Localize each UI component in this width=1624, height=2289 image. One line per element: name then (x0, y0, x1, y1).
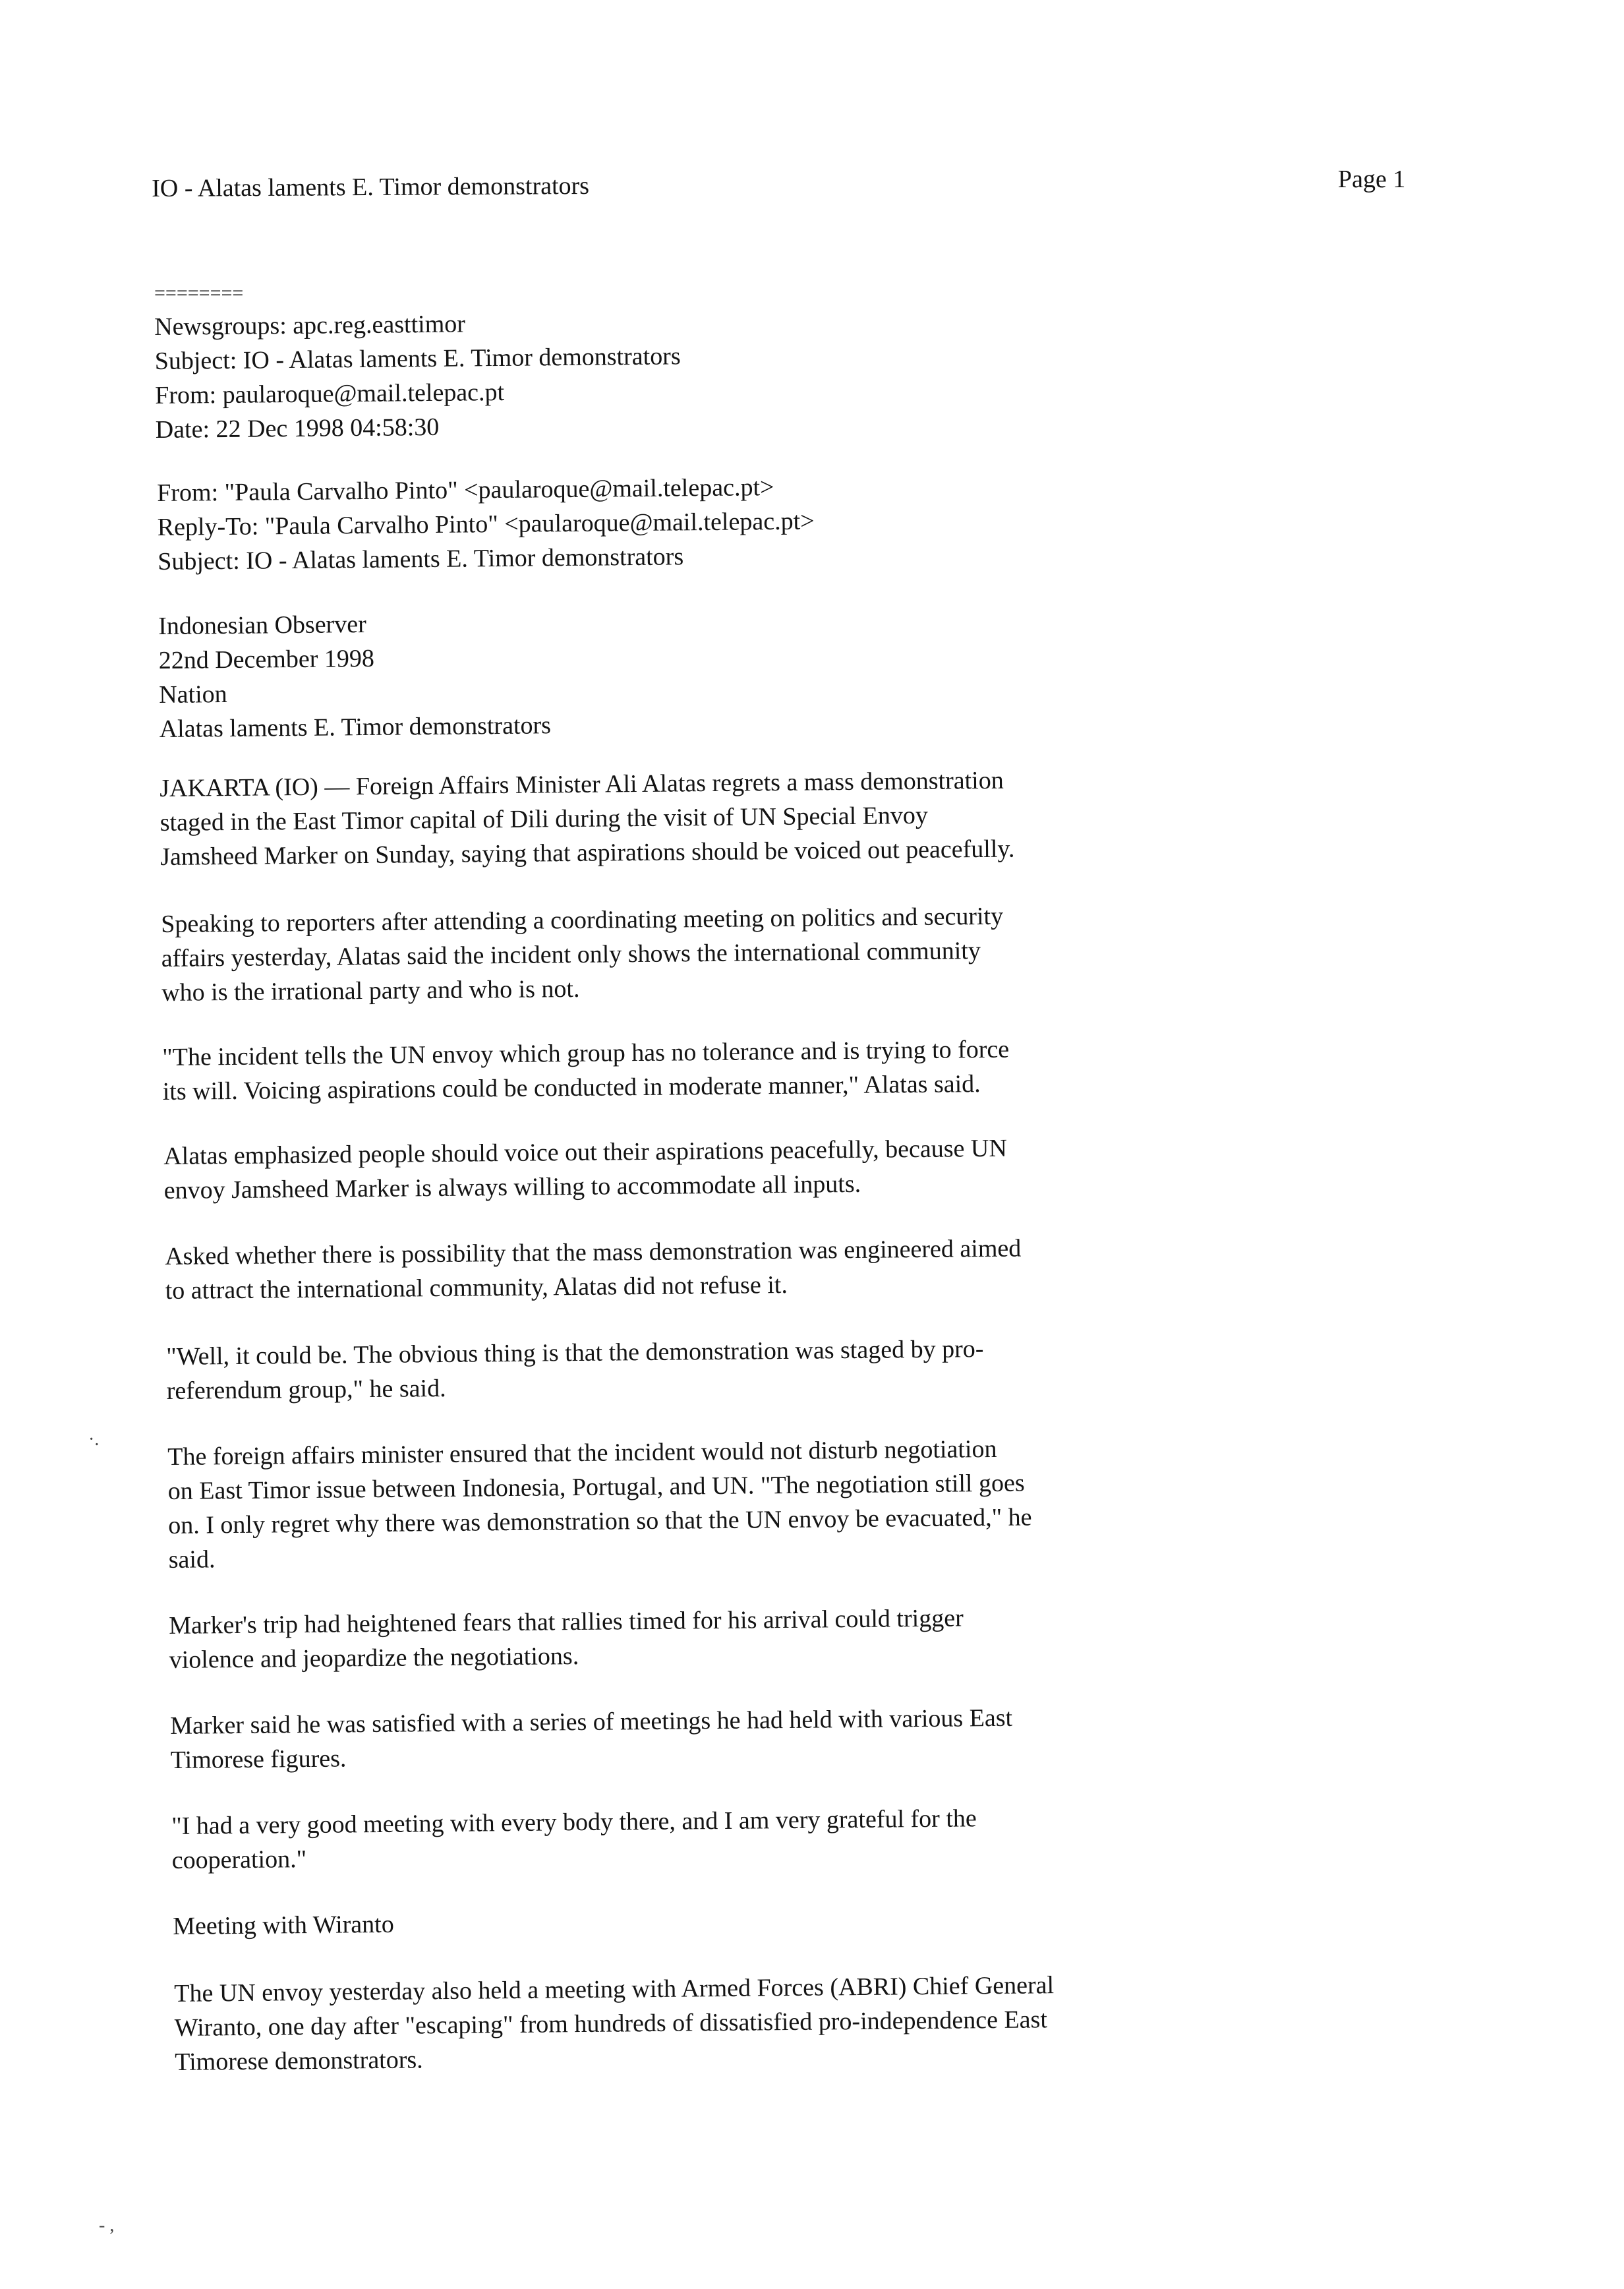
article-paragraph-4 (163, 1131, 1008, 1208)
paragraph-line: to attract the international community, Alatas did not refuse it. (165, 1270, 788, 1305)
paragraph-line: Jamsheed Marker on Sunday, saying that aspirations should be voiced out peacefully. (160, 835, 1015, 871)
article-headline: Alatas laments E. Timor demonstrators (159, 711, 552, 743)
mail-header-line: From: "Paula Carvalho Pinto" <paularoque@mail.telepac.pt> (157, 473, 774, 507)
mail-header-line: Subject: IO - Alatas laments E. Timor demonstrators (158, 543, 684, 576)
publication-info (158, 605, 551, 746)
paragraph-line: The UN envoy yesterday also held a meeting with Armed Forces (ABRI) Chief General (174, 1971, 1055, 2007)
paragraph-line: cooperation." (171, 1845, 307, 1874)
paragraph-line: on East Timor issue between Indonesia, Portugal, and UN. "The negotiation still goes (167, 1469, 1025, 1505)
article-paragraph-2 (161, 899, 1004, 1010)
paragraph-line: on. I only regret why there was demonstration so that the UN envoy be evacuated," he (168, 1503, 1032, 1539)
newsgroup-headers (154, 305, 682, 447)
paragraph-line: Speaking to reporters after attending a coordinating meeting on politics and security (161, 902, 1004, 938)
article-paragraph-1 (160, 763, 1015, 874)
header-title: IO - Alatas laments E. Timor demonstrators (152, 171, 590, 202)
article-paragraph-3 (162, 1032, 1010, 1109)
article-paragraph-6 (166, 1332, 984, 1408)
paragraph-line: Wiranto, one day after "escaping" from hundreds of dissatisfied pro-independence East (174, 2006, 1048, 2042)
publication-date: 22nd December 1998 (158, 644, 375, 674)
paragraph-line: referendum group," he said. (166, 1374, 446, 1405)
separator-line: ======== (154, 282, 244, 304)
paragraph-line: JAKARTA (IO) — Foreign Affairs Minister Ali Alatas regrets a mass demonstration (160, 766, 1004, 802)
stray-mark-bottom-left: - , (99, 2215, 115, 2236)
paragraph-line: The foreign affairs minister ensured that the incident would not disturb negotiation (167, 1435, 997, 1471)
publication-section: Nation (159, 680, 227, 709)
paragraph-line: Alatas emphasized people should voice out their aspirations peacefully, because UN (163, 1134, 1008, 1170)
article-paragraph-9 (170, 1701, 1013, 1777)
page-number: Page 1 (1338, 165, 1406, 193)
newsgroup-header-line: Date: 22 Dec 1998 04:58:30 (155, 413, 440, 444)
newsgroup-header-line: Newsgroups: apc.reg.easttimor (154, 310, 466, 341)
paragraph-line: violence and jeopardize the negotiations. (169, 1642, 579, 1674)
paragraph-line: who is the irrational party and who is not. (161, 974, 580, 1007)
paragraph-line: Timorese figures. (170, 1744, 347, 1774)
newsgroup-header-line: From: paularoque@mail.telepac.pt (155, 378, 505, 409)
article-paragraph-7 (167, 1431, 1032, 1577)
paragraph-line: Timorese demonstrators. (175, 2046, 423, 2076)
article-paragraph-8 (169, 1601, 964, 1677)
newsgroup-header-line: Subject: IO - Alatas laments E. Timor demonstrators (154, 342, 681, 375)
subheading-line: Meeting with Wiranto (173, 1910, 394, 1940)
mail-header-line: Reply-To: "Paula Carvalho Pinto" <paularoque@mail.telepac.pt> (157, 507, 815, 541)
paragraph-line: Asked whether there is possibility that the mass demonstration was engineered aimed (165, 1234, 1022, 1270)
paragraph-line: Marker said he was satisfied with a series of meetings he had held with various East (170, 1704, 1013, 1740)
article-subheading (173, 1907, 394, 1944)
article-paragraph-12 (174, 1968, 1055, 2079)
paragraph-line: its will. Voicing aspirations could be conducted in moderate manner," Alatas said. (162, 1070, 981, 1106)
paragraph-line: "The incident tells the UN envoy which group has no tolerance and is trying to force (162, 1035, 1010, 1071)
stray-mark-left-margin: ·. (88, 1429, 100, 1450)
paragraph-line: Marker's trip had heightened fears that rallies timed for his arrival could trigger (169, 1604, 964, 1640)
paragraph-line: staged in the East Timor capital of Dili during the visit of UN Special Envoy (160, 801, 929, 837)
mail-headers (157, 469, 815, 579)
article-paragraph-5 (165, 1232, 1022, 1308)
paragraph-line: affairs yesterday, Alatas said the incident only shows the international community (161, 937, 981, 972)
publication-name: Indonesian Observer (158, 610, 366, 640)
article-paragraph-10 (171, 1801, 977, 1878)
paragraph-line: "I had a very good meeting with every body there, and I am very grateful for the (171, 1804, 977, 1840)
paragraph-line: "Well, it could be. The obvious thing is that the demonstration was staged by pro- (166, 1335, 984, 1371)
paragraph-line: said. (168, 1545, 216, 1574)
paragraph-line: envoy Jamsheed Marker is always willing to accommodate all inputs. (163, 1170, 861, 1204)
